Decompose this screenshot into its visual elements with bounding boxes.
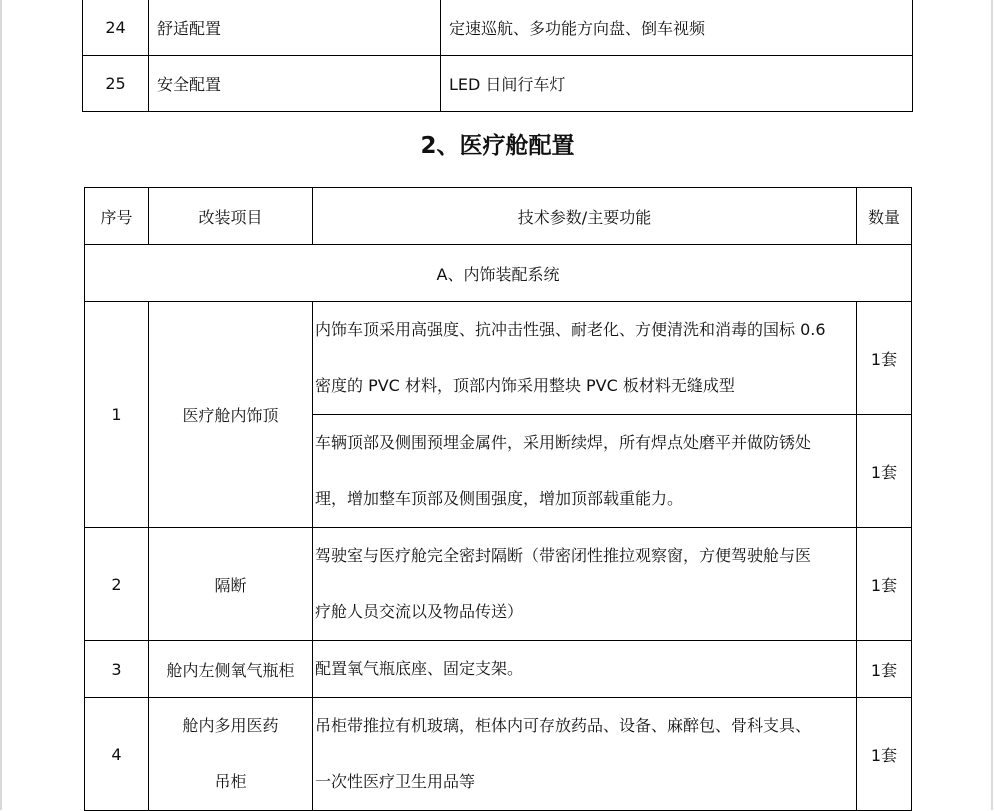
row-item: 安全配置 [149,56,441,112]
table-row [83,56,913,112]
header-item: 改装项目 [149,188,313,245]
medical-cabin-table [84,187,912,811]
group-row [85,245,912,302]
section-title: 2、医疗舱配置 [420,133,575,159]
page-edge-right [991,0,993,810]
row-qty: 1套 [857,528,912,641]
row-item: 舱内左侧氧气瓶柜 [149,641,313,698]
row-number: 2 [85,528,149,641]
row-detail: LED 日间行车灯 [441,56,913,112]
header-spec: 技术参数/主要功能 [313,188,857,245]
spec-line: 理，增加整车顶部及侧围强度，增加顶部载重能力。 [315,489,684,508]
spec-line: 密度的 PVC 材料，顶部内饰采用整块 PVC 板材料无缝成型 [315,376,735,395]
row-detail: 定速巡航、多功能方向盘、倒车视频 [441,0,913,56]
header-number: 序号 [85,188,149,245]
row-qty: 1套 [857,415,912,528]
group-title: A、内饰装配系统 [85,245,912,302]
row-item [149,698,313,811]
row-spec [313,528,857,641]
table-row [85,698,912,811]
row-item: 医疗舱内饰顶 [149,302,313,528]
row-item: 舒适配置 [149,0,441,56]
header-qty: 数量 [857,188,912,245]
item-line: 舱内多用医药 [182,716,279,735]
row-number: 25 [83,56,149,112]
table-row [85,641,912,698]
spec-line: 疗舱人员交流以及物品传送） [315,602,524,621]
row-qty: 1套 [857,641,912,698]
row-spec [313,698,857,811]
row-number: 1 [85,302,149,528]
table-row [83,0,913,56]
spec-line: 车辆顶部及侧围预埋金属件，采用断续焊，所有焊点处磨平并做防锈处 [315,433,812,452]
row-number: 3 [85,641,149,698]
row-qty: 1套 [857,698,912,811]
config-table-top [82,0,913,112]
row-qty: 1套 [857,302,912,415]
spec-line: 配置氧气瓶底座、固定支架。 [315,659,524,678]
spec-line: 驾驶室与医疗舱完全密封隔断（带密闭性推拉观察窗，方便驾驶舱与医 [315,546,812,565]
table-header-row [85,188,912,245]
row-number: 4 [85,698,149,811]
row-item: 隔断 [149,528,313,641]
page-edge-left [0,0,2,810]
row-spec [313,302,857,415]
item-line: 吊柜 [214,772,247,791]
spec-line: 吊柜带推拉有机玻璃，柜体内可存放药品、设备、麻醉包、骨科支具、 [315,716,812,735]
row-number: 24 [83,0,149,56]
row-spec [313,641,857,698]
table-row [85,528,912,641]
spec-line: 一次性医疗卫生用品等 [315,772,476,791]
row-spec [313,415,857,528]
spec-line: 内饰车顶采用高强度、抗冲击性强、耐老化、方便清洗和消毒的国标 0.6 [315,320,826,339]
table-row [85,302,912,415]
